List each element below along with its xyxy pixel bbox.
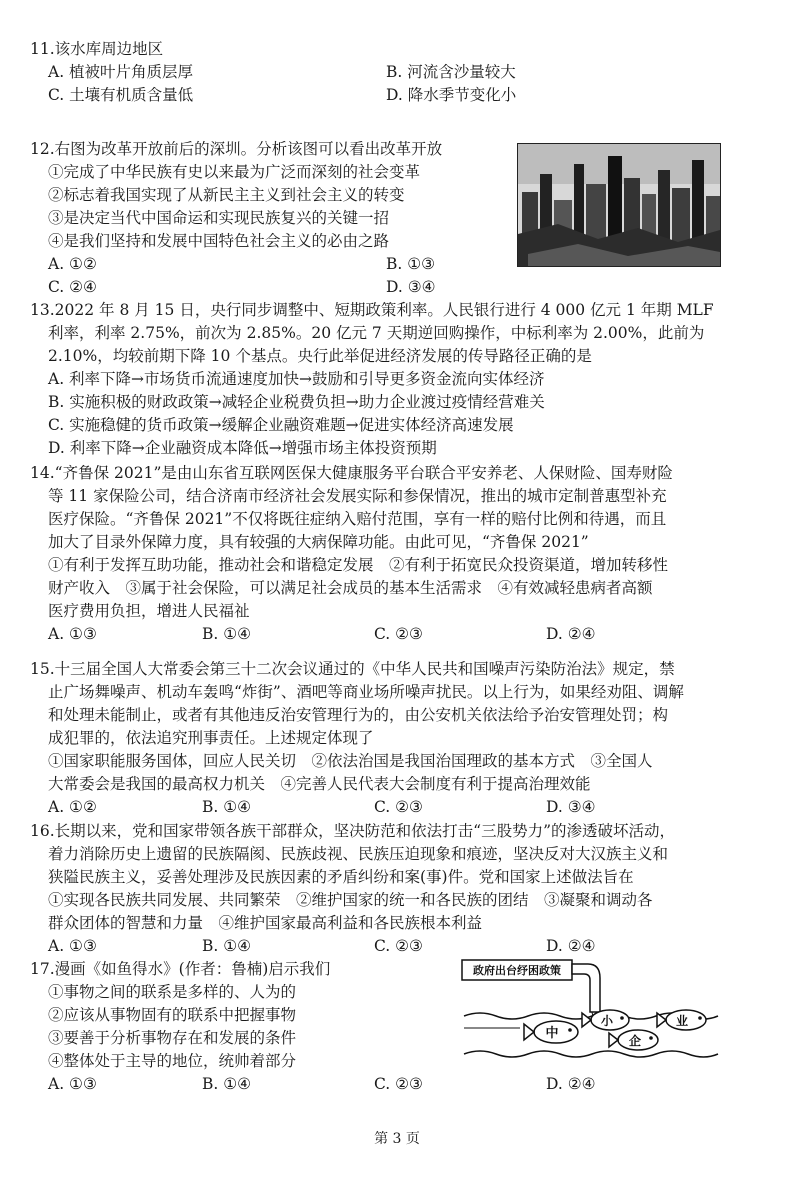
question-13 <box>30 299 742 460</box>
option-d: D. ②④ <box>546 937 596 955</box>
options-row <box>30 84 742 107</box>
question-stem: 12.右图为改革开放前后的深圳。分析该图可以看出改革开放 <box>30 140 443 158</box>
question-stem-line-3: 和处理未能制止，或者有其他违反治安管理行为的，由公安机关依法给予治安管理处罚；构 <box>48 706 669 724</box>
options-row <box>30 796 742 819</box>
statements-line-1: ①国家职能服务国体，回应人民关切 ②依法治国是我国治国理政的基本方式 ③全国人 <box>48 752 653 770</box>
question-stem-line-4: 成犯罪的，依法追究刑事责任。上述规定体现了 <box>48 729 374 747</box>
question-stem-line-4: 加大了目录外保障力度，具有较强的大病保障功能。由此可见，“齐鲁保 2021” <box>48 533 589 551</box>
statements-line-2: 财产收入 ③属于社会保险，可以满足社会成员的基本生活需求 ④有效减轻患病者高额 <box>48 579 653 597</box>
question-stem: 11.该水库周边地区 <box>30 40 164 58</box>
question-stem-line-1: 13.2022 年 8 月 15 日，央行同步调整中、短期政策利率。人民银行进行 4 000 亿元 1 年期 MLF <box>30 301 714 319</box>
question-stem-line-3: 2.10%，均较前期下降 10 个基点。央行此举促进经济发展的传导路径正确的是 <box>48 347 592 365</box>
question-stem-line-3: 医疗保险。“齐鲁保 2021”不仅将既往症纳入赔付范围，享有一样的赔付比例和待遇，而且 <box>48 510 667 528</box>
question-15 <box>30 658 742 819</box>
statements-line-2: 大常委会是我国的最高权力机关 ④完善人民代表大会制度有利于提高治理效能 <box>48 775 591 793</box>
option-c: C. ②③ <box>374 798 423 816</box>
options-row <box>30 61 742 84</box>
option-a: A. ①② <box>48 255 97 273</box>
option-a: A. ①③ <box>48 937 97 955</box>
option-c: C. ②③ <box>374 937 423 955</box>
option-d: D. ②④ <box>546 625 596 643</box>
option-c: C. ②③ <box>374 1075 423 1093</box>
statement-3: ③是决定当代中国命运和实现民族复兴的关键一招 <box>48 209 390 227</box>
question-stem-line-1: 15.十三届全国人大常委会第三十二次会议通过的《中华人民共和国噪声污染防治法》规定，禁 <box>30 660 675 678</box>
option-a: A. ①③ <box>48 625 97 643</box>
fish-label: 小 <box>600 1014 614 1028</box>
option-c: C. ②④ <box>48 278 97 296</box>
statement-1: ①完成了中华民族有史以来最为广泛而深刻的社会变革 <box>48 163 421 181</box>
statements-line-1: ①有利于发挥互助功能，推动社会和谐稳定发展 ②有利于拓宽民众投资渠道，增加转移性 <box>48 556 669 574</box>
question-stem-line-1: 16.长期以来，党和国家带领各族干部群众，坚决防范和依法打击“三股势力”的渗透破坏活动， <box>30 822 676 840</box>
fish-label: 业 <box>675 1014 689 1028</box>
shenzhen-city-photo <box>517 143 721 267</box>
options-row <box>30 935 742 958</box>
water-wave-bottom <box>464 1051 718 1057</box>
option-a: A. 植被叶片角质层厚 <box>48 63 194 81</box>
page-number: 第 3 页 <box>374 1131 420 1147</box>
pipe-icon <box>572 964 600 1012</box>
question-16 <box>30 820 742 958</box>
statements-line-1: ①实现各民族共同发展、共同繁荣 ②维护国家的统一和各民族的团结 ③凝聚和调动各 <box>48 891 653 909</box>
statement-4: ④整体处于主导的地位，统帅着部分 <box>48 1052 297 1070</box>
question-stem-line-3: 狭隘民族主义，妥善处理涉及民族因素的矛盾纠纷和案(事)件。党和国家上述做法旨在 <box>48 868 634 886</box>
question-14 <box>30 462 742 646</box>
option-b: B. ①④ <box>202 798 252 816</box>
statement-3: ③要善于分析事物存在和发展的条件 <box>48 1029 297 1047</box>
option-a: A. 利率下降→市场货币流通速度加快→鼓励和引导更多资金流向实体经济 <box>48 370 545 388</box>
statement-2: ②标志着我国实现了从新民主主义到社会主义的转变 <box>48 186 405 204</box>
fish-label: 中 <box>545 1026 559 1041</box>
option-d: D. 利率下降→企业融资成本降低→增强市场主体投资预期 <box>48 439 437 457</box>
statements-line-2: 群众团体的智慧和力量 ④维护国家最高利益和各民族根本利益 <box>48 914 483 932</box>
fish-in-water-cartoon <box>460 958 722 1062</box>
question-stem: 17.漫画《如鱼得水》(作者：鲁楠)启示我们 <box>30 960 331 978</box>
question-stem-line-2: 等 11 家保险公司，结合济南市经济社会发展实际和参保情况，推出的城市定制普惠型补充 <box>48 487 667 505</box>
question-stem-line-2: 着力消除历史上遗留的民族隔阂、民族歧视、民族压迫现象和痕迹，坚决反对大汉族主义和 <box>48 845 669 863</box>
question-stem-line-2: 止广场舞噪声、机动车轰鸣“炸街”、酒吧等商业场所噪声扰民。以上行为，如果经劝阻、调解 <box>48 683 684 701</box>
options-row <box>30 276 742 299</box>
question-stem-line-1: 14.“齐鲁保 2021”是由山东省互联网医保大健康服务平台联合平安养老、人保财险、国寿财险 <box>30 464 673 482</box>
statement-4: ④是我们坚持和发展中国特色社会主义的必由之路 <box>48 232 390 250</box>
option-a: A. ①③ <box>48 1075 97 1093</box>
fish-icon <box>609 1030 658 1050</box>
option-d: D. 降水季节变化小 <box>386 86 517 104</box>
option-a: A. ①② <box>48 798 97 816</box>
statement-1: ①事物之间的联系是多样的、人为的 <box>48 983 297 1001</box>
option-b: B. 实施积极的财政政策→减轻企业税费负担→助力企业渡过疫情经营难关 <box>48 393 545 411</box>
option-b: B. ①③ <box>386 255 436 273</box>
option-d: D. ③④ <box>546 798 596 816</box>
question-stem-line-2: 利率，利率 2.75%，前次为 2.85%。20 亿元 7 天期逆回购操作，中标利率为 2.00%，此前为 <box>48 324 705 342</box>
option-c: C. ②③ <box>374 625 423 643</box>
city-skyline-image <box>518 144 720 266</box>
option-b: B. ①④ <box>202 625 252 643</box>
option-b: B. 河流含沙量较大 <box>386 63 516 81</box>
policy-sign-text: 政府出台纾困政策 <box>473 964 561 977</box>
fish-icon <box>582 1010 629 1030</box>
statement-2: ②应该从事物固有的联系中把握事物 <box>48 1006 297 1024</box>
option-c: C. 实施稳健的货币政策→缓解企业融资难题→促进实体经济高速发展 <box>48 416 514 434</box>
options-row <box>30 623 742 646</box>
option-c: C. 土壤有机质含量低 <box>48 86 194 104</box>
option-d: D. ③④ <box>386 278 436 296</box>
statements-line-3: 医疗费用负担，增进人民福祉 <box>48 602 250 620</box>
fish-icon <box>524 1021 578 1043</box>
options-row <box>30 1073 742 1096</box>
cartoon-drawing <box>460 958 722 1062</box>
option-b: B. ①④ <box>202 1075 252 1093</box>
fish-label: 企 <box>628 1034 642 1048</box>
question-11 <box>30 38 742 107</box>
option-b: B. ①④ <box>202 937 252 955</box>
option-d: D. ②④ <box>546 1075 596 1093</box>
